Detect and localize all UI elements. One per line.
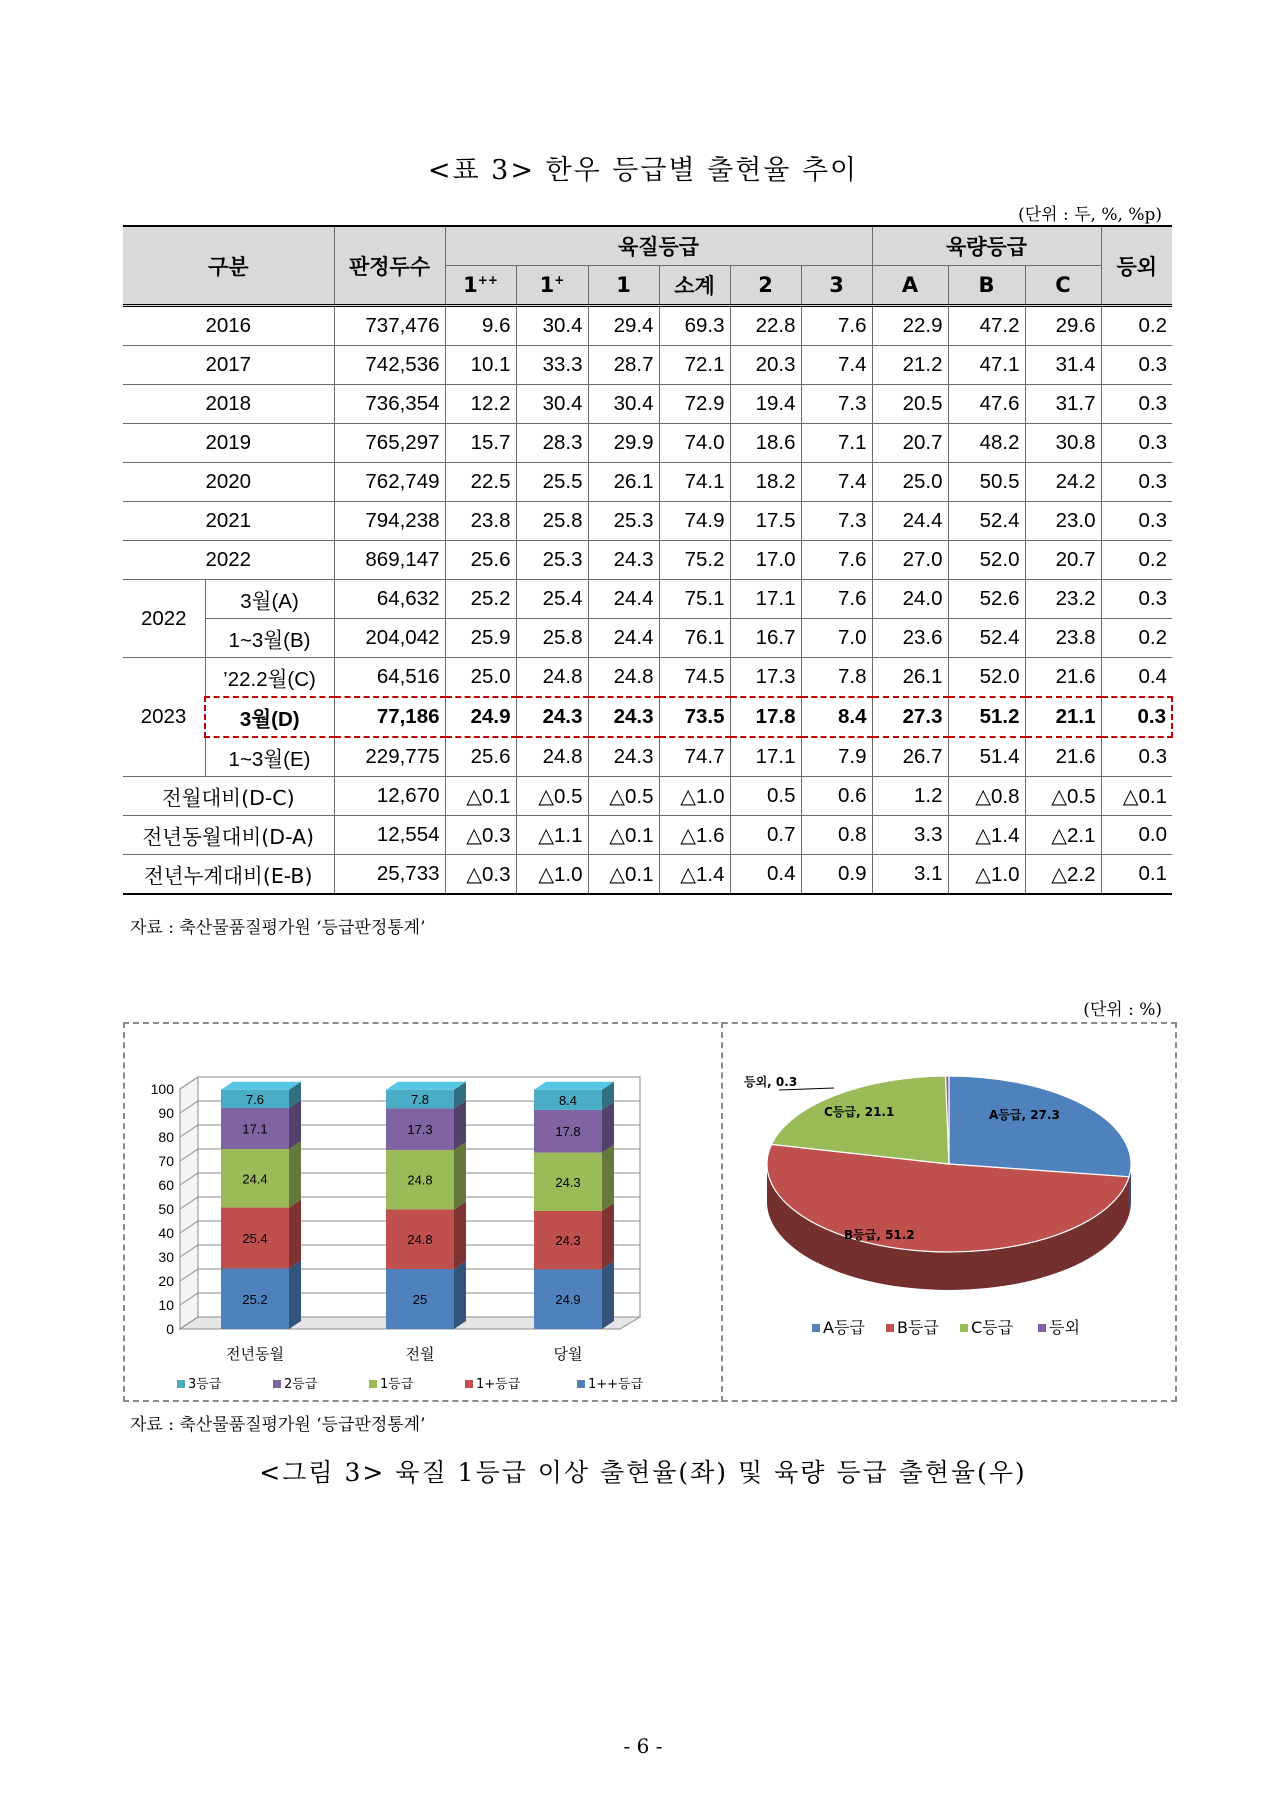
bar-segment-side bbox=[454, 1142, 466, 1210]
table-cell: 17.8 bbox=[730, 697, 801, 737]
table-cell: △0.1 bbox=[588, 816, 659, 855]
table-cell: 24.8 bbox=[516, 658, 588, 698]
legend-label: B등급 bbox=[897, 1318, 939, 1337]
data-label: 24.8 bbox=[407, 1232, 433, 1248]
table-cell: 24.4 bbox=[588, 619, 659, 658]
y-tick-label: 20 bbox=[158, 1273, 174, 1289]
table-row bbox=[123, 424, 1172, 463]
table-cell: 33.3 bbox=[516, 346, 588, 385]
table-cell: 75.1 bbox=[659, 580, 730, 619]
table-cell: 10.1 bbox=[445, 346, 516, 385]
table-cell: 0.2 bbox=[1101, 306, 1172, 346]
table-cell: 21.6 bbox=[1025, 658, 1101, 698]
table-cell: 26.1 bbox=[872, 658, 948, 698]
table-cell: 25.6 bbox=[445, 737, 516, 777]
row-label: 2017 bbox=[123, 346, 334, 385]
table-cell: 204,042 bbox=[334, 619, 445, 658]
figure-unit: (단위 : %) bbox=[1083, 1000, 1162, 1020]
row-label: 3월(D) bbox=[205, 697, 334, 737]
table-cell: 8.4 bbox=[801, 697, 872, 737]
data-label: 17.8 bbox=[555, 1124, 581, 1140]
table-cell: △1.4 bbox=[948, 816, 1025, 855]
table-cell: 18.2 bbox=[730, 463, 801, 502]
table-cell: 24.3 bbox=[588, 737, 659, 777]
pie-data-label: B등급, 51.2 bbox=[844, 1228, 915, 1242]
bar-segment-side bbox=[454, 1100, 466, 1150]
table-cell: 0.3 bbox=[1101, 580, 1172, 619]
legend-label: C등급 bbox=[971, 1318, 1014, 1337]
table-cell: 25.5 bbox=[516, 463, 588, 502]
table-cell: 74.7 bbox=[659, 737, 730, 777]
table-cell: 24.9 bbox=[445, 697, 516, 737]
table-cell: 15.7 bbox=[445, 424, 516, 463]
row-label: 2022 bbox=[123, 541, 334, 580]
row-label: 2020 bbox=[123, 463, 334, 502]
table-cell: 24.4 bbox=[872, 502, 948, 541]
table-cell: 0.1 bbox=[1101, 855, 1172, 895]
table-cell: 869,147 bbox=[334, 541, 445, 580]
data-label: 17.3 bbox=[407, 1122, 433, 1138]
table-cell: △0.5 bbox=[588, 777, 659, 816]
header-quality-group: 육질등급 bbox=[445, 226, 872, 266]
table-cell: 25.3 bbox=[516, 541, 588, 580]
table-cell: 24.3 bbox=[588, 541, 659, 580]
table-cell: △1.0 bbox=[659, 777, 730, 816]
table-cell: 0.3 bbox=[1101, 346, 1172, 385]
table-row bbox=[123, 541, 1172, 580]
table-cell: △0.5 bbox=[516, 777, 588, 816]
row-label: 2019 bbox=[123, 424, 334, 463]
x-category-label: 전년동월 bbox=[226, 1345, 284, 1363]
header-yield-c: C bbox=[1025, 266, 1101, 306]
bar-segment-side bbox=[602, 1261, 614, 1329]
table-cell: △2.2 bbox=[1025, 855, 1101, 895]
table-cell: 23.6 bbox=[872, 619, 948, 658]
table-cell: △0.8 bbox=[948, 777, 1025, 816]
row-label: 전년동월대비(D-A) bbox=[123, 816, 334, 855]
table-cell: 52.4 bbox=[948, 502, 1025, 541]
table-cell: 64,632 bbox=[334, 580, 445, 619]
row-label: 1~3월(B) bbox=[205, 619, 334, 658]
table-cell: 24.8 bbox=[588, 658, 659, 698]
table-cell: 51.4 bbox=[948, 737, 1025, 777]
table-cell: 24.3 bbox=[588, 697, 659, 737]
table-title: <표 3> 한우 등급별 출현율 추이 bbox=[427, 155, 859, 186]
table-cell: 17.1 bbox=[730, 580, 801, 619]
table-cell: 29.4 bbox=[588, 306, 659, 346]
legend-swatch bbox=[465, 1380, 473, 1388]
table-cell: △1.4 bbox=[659, 855, 730, 895]
table-unit: (단위 : 두, %, %p) bbox=[1018, 205, 1162, 225]
data-label: 7.6 bbox=[245, 1091, 265, 1107]
table-cell: 22.8 bbox=[730, 306, 801, 346]
legend-label: 1+등급 bbox=[476, 1377, 521, 1392]
table-cell: 0.4 bbox=[730, 855, 801, 895]
table-row bbox=[123, 385, 1172, 424]
table-row bbox=[123, 737, 1172, 777]
table-row bbox=[123, 463, 1172, 502]
table-cell: 0.3 bbox=[1101, 424, 1172, 463]
table-cell: 23.0 bbox=[1025, 502, 1101, 541]
data-label: 24.3 bbox=[555, 1233, 581, 1249]
table-cell: 30.4 bbox=[588, 385, 659, 424]
table-cell: 7.0 bbox=[801, 619, 872, 658]
data-label: 8.4 bbox=[558, 1092, 578, 1108]
table-cell: 0.9 bbox=[801, 855, 872, 895]
table-cell: 30.4 bbox=[516, 306, 588, 346]
y-tick-label: 30 bbox=[158, 1249, 174, 1265]
header-yield-a: A bbox=[872, 266, 948, 306]
legend-swatch bbox=[369, 1380, 377, 1388]
table-cell: 47.6 bbox=[948, 385, 1025, 424]
table-cell: 9.6 bbox=[445, 306, 516, 346]
data-label: 24.4 bbox=[242, 1171, 268, 1187]
table-cell: 24.2 bbox=[1025, 463, 1101, 502]
table-cell: 29.6 bbox=[1025, 306, 1101, 346]
table-row bbox=[123, 619, 1172, 658]
table-cell: 0.3 bbox=[1101, 737, 1172, 777]
header-grade-1p: 1+ bbox=[516, 266, 588, 306]
table-cell: 52.6 bbox=[948, 580, 1025, 619]
table-cell: 0.5 bbox=[730, 777, 801, 816]
grade-table bbox=[123, 225, 1173, 895]
figure-source: 자료 : 축산물품질평가원 ‘등급판정통계’ bbox=[130, 1415, 426, 1435]
table-cell: 26.1 bbox=[588, 463, 659, 502]
table-row bbox=[123, 580, 1172, 619]
table-cell: 64,516 bbox=[334, 658, 445, 698]
pie-data-label: C등급, 21.1 bbox=[824, 1105, 895, 1119]
table-cell: 74.5 bbox=[659, 658, 730, 698]
page-number: - 6 - bbox=[623, 1734, 663, 1758]
table-row-diff bbox=[123, 855, 1172, 895]
table-cell: 7.4 bbox=[801, 463, 872, 502]
header-category: 구분 bbox=[123, 226, 334, 306]
table-cell: 1.2 bbox=[872, 777, 948, 816]
table-cell: 19.4 bbox=[730, 385, 801, 424]
table-cell: △0.1 bbox=[1101, 777, 1172, 816]
y-tick-label: 90 bbox=[158, 1105, 174, 1121]
table-cell: 25,733 bbox=[334, 855, 445, 895]
table-cell: 74.0 bbox=[659, 424, 730, 463]
table-cell: 25.0 bbox=[872, 463, 948, 502]
table-cell: 229,775 bbox=[334, 737, 445, 777]
table-cell: 76.1 bbox=[659, 619, 730, 658]
table-cell: 20.7 bbox=[1025, 541, 1101, 580]
data-label: 24.8 bbox=[407, 1172, 433, 1188]
group-year-label: 2023 bbox=[123, 658, 205, 777]
table-cell: 7.9 bbox=[801, 737, 872, 777]
legend-label: 1등급 bbox=[380, 1377, 414, 1392]
row-label: 2018 bbox=[123, 385, 334, 424]
y-tick-label: 80 bbox=[158, 1129, 174, 1145]
table-cell: 7.3 bbox=[801, 502, 872, 541]
table-cell: 74.9 bbox=[659, 502, 730, 541]
table-row bbox=[123, 658, 1172, 698]
bar-segment-side bbox=[602, 1102, 614, 1153]
table-cell: 28.3 bbox=[516, 424, 588, 463]
table-cell: 17.3 bbox=[730, 658, 801, 698]
table-cell: 75.2 bbox=[659, 541, 730, 580]
table-cell: 7.6 bbox=[801, 541, 872, 580]
table-cell: 30.8 bbox=[1025, 424, 1101, 463]
table-cell: △0.3 bbox=[445, 855, 516, 895]
legend-swatch bbox=[812, 1324, 820, 1332]
pie-chart bbox=[724, 1024, 1175, 1400]
y-tick-label: 100 bbox=[150, 1081, 174, 1097]
legend-swatch bbox=[177, 1380, 185, 1388]
table-cell: 7.6 bbox=[801, 306, 872, 346]
table-cell: 22.5 bbox=[445, 463, 516, 502]
table-cell: 21.2 bbox=[872, 346, 948, 385]
table-cell: 3.3 bbox=[872, 816, 948, 855]
table-cell: 25.3 bbox=[588, 502, 659, 541]
table-cell: 7.8 bbox=[801, 658, 872, 698]
stacked-bar-chart bbox=[125, 1024, 719, 1400]
table-cell: 77,186 bbox=[334, 697, 445, 737]
legend-label: 2등급 bbox=[284, 1377, 318, 1392]
table-cell: 31.7 bbox=[1025, 385, 1101, 424]
table-cell: 737,476 bbox=[334, 306, 445, 346]
table-cell: △1.1 bbox=[516, 816, 588, 855]
data-label: 7.8 bbox=[410, 1092, 430, 1108]
table-cell: 72.9 bbox=[659, 385, 730, 424]
table-cell: 0.2 bbox=[1101, 619, 1172, 658]
table-cell: 47.1 bbox=[948, 346, 1025, 385]
bar-segment-side bbox=[289, 1100, 301, 1149]
table-cell: 69.3 bbox=[659, 306, 730, 346]
row-label: 3월(A) bbox=[205, 580, 334, 619]
data-label: 25 bbox=[412, 1292, 428, 1307]
data-label: 24.9 bbox=[555, 1292, 581, 1308]
table-cell: △2.1 bbox=[1025, 816, 1101, 855]
header-grade-2: 2 bbox=[730, 266, 801, 306]
table-cell: 25.4 bbox=[516, 580, 588, 619]
header-grade-1pp: 1++ bbox=[445, 266, 516, 306]
table-cell: 0.3 bbox=[1101, 463, 1172, 502]
table-cell: 7.4 bbox=[801, 346, 872, 385]
table-cell: 12,670 bbox=[334, 777, 445, 816]
table-cell: 50.5 bbox=[948, 463, 1025, 502]
table-row-diff bbox=[123, 777, 1172, 816]
table-cell: 20.5 bbox=[872, 385, 948, 424]
table-cell: 22.9 bbox=[872, 306, 948, 346]
table-row bbox=[123, 502, 1172, 541]
table-cell: 25.2 bbox=[445, 580, 516, 619]
bar-segment-side bbox=[289, 1261, 301, 1329]
row-label: 2016 bbox=[123, 306, 334, 346]
table-cell: 23.8 bbox=[445, 502, 516, 541]
table-row bbox=[123, 346, 1172, 385]
legend-swatch bbox=[960, 1324, 968, 1332]
figure-divider bbox=[721, 1022, 723, 1402]
header-grade-1: 1 bbox=[588, 266, 659, 306]
table-row-diff bbox=[123, 816, 1172, 855]
header-subtotal: 소계 bbox=[659, 266, 730, 306]
table-cell: 7.1 bbox=[801, 424, 872, 463]
pie-slice bbox=[949, 1076, 1131, 1177]
data-label: 25.4 bbox=[242, 1231, 268, 1247]
table-cell: 24.8 bbox=[516, 737, 588, 777]
table-cell: 16.7 bbox=[730, 619, 801, 658]
table-cell: △0.5 bbox=[1025, 777, 1101, 816]
table-cell: 52.0 bbox=[948, 658, 1025, 698]
header-grade-out: 등외 bbox=[1101, 226, 1172, 306]
table-cell: 0.3 bbox=[1101, 697, 1172, 737]
legend-label: 등외 bbox=[1049, 1318, 1080, 1337]
legend-swatch bbox=[273, 1380, 281, 1388]
table-cell: △1.6 bbox=[659, 816, 730, 855]
table-cell: 18.6 bbox=[730, 424, 801, 463]
y-tick-label: 10 bbox=[158, 1297, 174, 1313]
table-cell: 736,354 bbox=[334, 385, 445, 424]
row-label: 1~3월(E) bbox=[205, 737, 334, 777]
row-label: 전년누계대비(E-B) bbox=[123, 855, 334, 895]
table-cell: 26.7 bbox=[872, 737, 948, 777]
legend-swatch bbox=[886, 1324, 894, 1332]
table-cell: △1.0 bbox=[516, 855, 588, 895]
table-source: 자료 : 축산물품질평가원 ‘등급판정통계’ bbox=[130, 918, 426, 938]
table-cell: 3.1 bbox=[872, 855, 948, 895]
x-category-label: 전월 bbox=[405, 1345, 435, 1363]
header-yield-b: B bbox=[948, 266, 1025, 306]
data-label: 17.1 bbox=[242, 1121, 268, 1137]
table-cell: △0.1 bbox=[445, 777, 516, 816]
table-cell: 27.3 bbox=[872, 697, 948, 737]
y-tick-label: 60 bbox=[158, 1177, 174, 1193]
table-row-highlighted bbox=[123, 697, 1172, 737]
y-tick-label: 70 bbox=[158, 1153, 174, 1169]
table-cell: 25.0 bbox=[445, 658, 516, 698]
y-tick-label: 50 bbox=[158, 1201, 174, 1217]
y-tick-label: 0 bbox=[166, 1321, 174, 1337]
legend-label: 3등급 bbox=[188, 1377, 222, 1392]
table-cell: 0.4 bbox=[1101, 658, 1172, 698]
bar-segment-side bbox=[454, 1261, 466, 1329]
table-cell: 21.6 bbox=[1025, 737, 1101, 777]
x-category-label: 당월 bbox=[553, 1345, 583, 1363]
table-cell: △1.0 bbox=[948, 855, 1025, 895]
table-cell: 25.9 bbox=[445, 619, 516, 658]
table-cell: 72.1 bbox=[659, 346, 730, 385]
bar-segment-side bbox=[289, 1141, 301, 1208]
table-cell: 17.1 bbox=[730, 737, 801, 777]
table-cell: 30.4 bbox=[516, 385, 588, 424]
header-count: 판정두수 bbox=[334, 226, 445, 306]
header-grade-3: 3 bbox=[801, 266, 872, 306]
table-cell: 20.7 bbox=[872, 424, 948, 463]
table-cell: 73.5 bbox=[659, 697, 730, 737]
header-yield-group: 육량등급 bbox=[872, 226, 1101, 266]
table-cell: 23.2 bbox=[1025, 580, 1101, 619]
table-cell: 12,554 bbox=[334, 816, 445, 855]
table-cell: 74.1 bbox=[659, 463, 730, 502]
bar-segment-side bbox=[289, 1200, 301, 1269]
data-label: 24.3 bbox=[555, 1174, 581, 1190]
bar-segment-side bbox=[602, 1203, 614, 1269]
table-cell: 17.0 bbox=[730, 541, 801, 580]
legend-label: 1++등급 bbox=[588, 1377, 644, 1392]
row-label: 2021 bbox=[123, 502, 334, 541]
table-cell: 25.8 bbox=[516, 619, 588, 658]
bar-segment-side bbox=[454, 1201, 466, 1269]
table-cell: 23.8 bbox=[1025, 619, 1101, 658]
bar-segment-top bbox=[534, 1082, 614, 1090]
table-cell: 31.4 bbox=[1025, 346, 1101, 385]
table-cell: 0.0 bbox=[1101, 816, 1172, 855]
pie-data-label: A등급, 27.3 bbox=[989, 1108, 1060, 1122]
table-cell: 765,297 bbox=[334, 424, 445, 463]
table-cell: 24.4 bbox=[588, 580, 659, 619]
table-cell: 17.5 bbox=[730, 502, 801, 541]
table-cell: 25.6 bbox=[445, 541, 516, 580]
row-label: ’22.2월(C) bbox=[205, 658, 334, 698]
pie-data-label: 등외, 0.3 bbox=[744, 1075, 798, 1089]
table-cell: 0.7 bbox=[730, 816, 801, 855]
figure-title: <그림 3> 육질 1등급 이상 출현율(좌) 및 육량 등급 출현율(우) bbox=[259, 1458, 1027, 1487]
table-cell: 52.4 bbox=[948, 619, 1025, 658]
table-row bbox=[123, 306, 1172, 346]
table-cell: 0.3 bbox=[1101, 502, 1172, 541]
table-cell: 7.6 bbox=[801, 580, 872, 619]
table-cell: 47.2 bbox=[948, 306, 1025, 346]
table-cell: 7.3 bbox=[801, 385, 872, 424]
table-cell: 762,749 bbox=[334, 463, 445, 502]
table-cell: 21.1 bbox=[1025, 697, 1101, 737]
bar-segment-top bbox=[386, 1082, 466, 1090]
legend-swatch bbox=[577, 1380, 585, 1388]
table-cell: △0.3 bbox=[445, 816, 516, 855]
table-cell: 52.0 bbox=[948, 541, 1025, 580]
table-cell: 20.3 bbox=[730, 346, 801, 385]
table-cell: 0.8 bbox=[801, 816, 872, 855]
table-cell: 27.0 bbox=[872, 541, 948, 580]
table-cell: 24.0 bbox=[872, 580, 948, 619]
table-cell: △0.1 bbox=[588, 855, 659, 895]
table-cell: 0.2 bbox=[1101, 541, 1172, 580]
table-cell: 28.7 bbox=[588, 346, 659, 385]
table-cell: 51.2 bbox=[948, 697, 1025, 737]
table-cell: 0.3 bbox=[1101, 385, 1172, 424]
bar-segment-top bbox=[221, 1082, 301, 1090]
row-label: 전월대비(D-C) bbox=[123, 777, 334, 816]
y-tick-label: 40 bbox=[158, 1225, 174, 1241]
table-cell: 48.2 bbox=[948, 424, 1025, 463]
table-cell: 24.3 bbox=[516, 697, 588, 737]
table-cell: 25.8 bbox=[516, 502, 588, 541]
table-cell: 29.9 bbox=[588, 424, 659, 463]
table-cell: 794,238 bbox=[334, 502, 445, 541]
bar-segment-side bbox=[602, 1145, 614, 1211]
legend-swatch bbox=[1038, 1324, 1046, 1332]
table-cell: 12.2 bbox=[445, 385, 516, 424]
data-label: 25.2 bbox=[242, 1291, 268, 1307]
legend-label: A등급 bbox=[823, 1318, 865, 1337]
table-cell: 0.6 bbox=[801, 777, 872, 816]
table-cell: 742,536 bbox=[334, 346, 445, 385]
group-year-label: 2022 bbox=[123, 580, 205, 658]
